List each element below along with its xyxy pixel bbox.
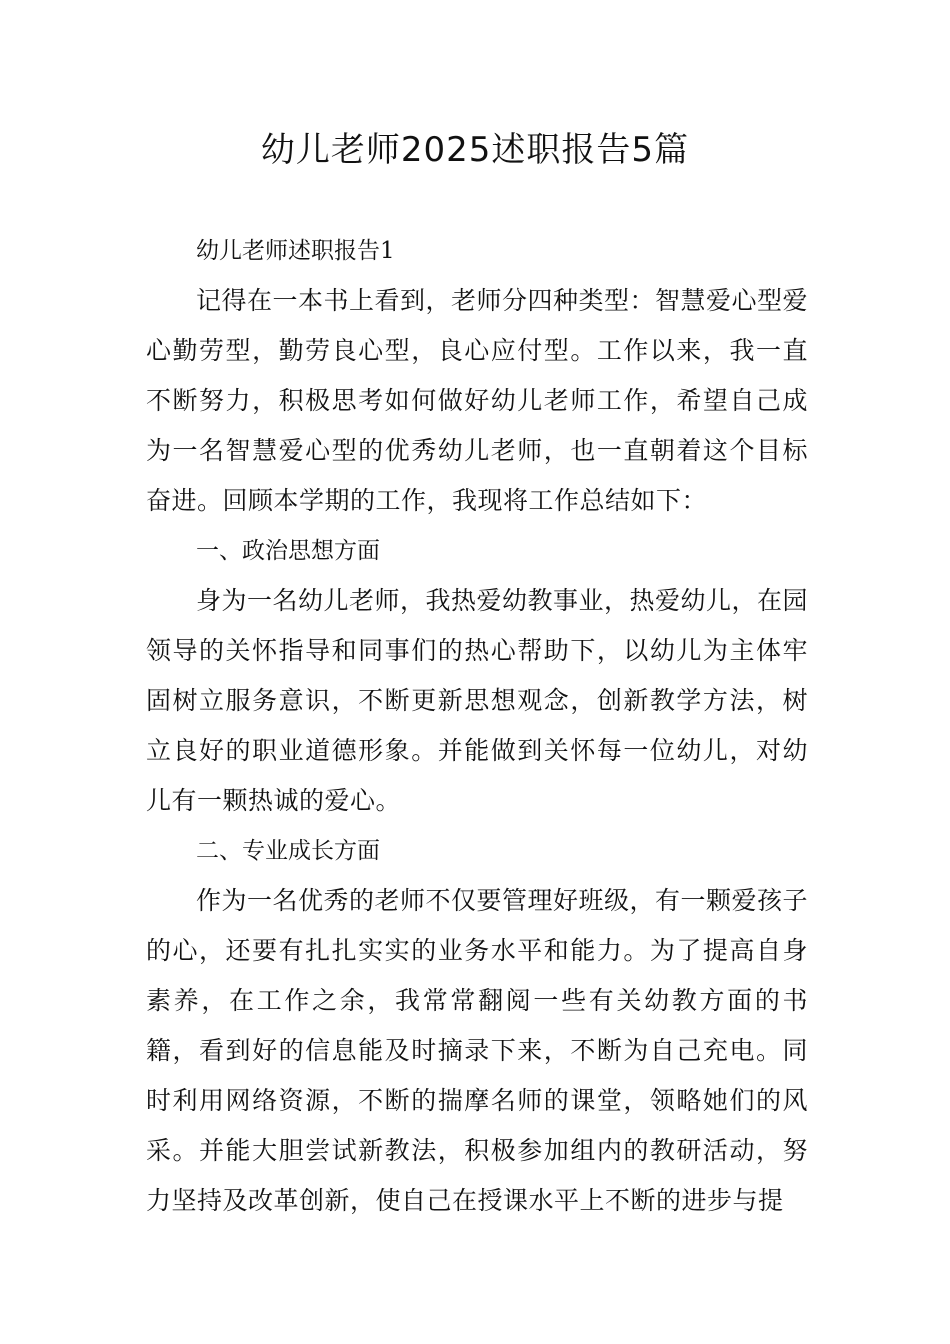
paragraph-professional-growth: 作为一名优秀的老师不仅要管理好班级，有一颗爱孩子的心，还要有扎扎实实的业务水平和能力。为了提高自身素养，在工作之余，我常常翻阅一些有关幼教方面的书籍，看到好的信息能及时摘录下来，不断为自己充电。同时利用网络资源，不断的揣摩名师的课堂，领略她们的风采。并能大胆尝试新教法，积极参加组内的教研活动，努力坚持及改革创新，使自己在授课水平上不断的进步与提 xyxy=(146,886,809,1215)
document-title: 幼儿老师2025述职报告5篇 xyxy=(260,130,690,170)
heading-professional-growth: 二、专业成长方面 xyxy=(196,838,380,864)
section-title: 幼儿老师述职报告1 xyxy=(196,238,395,264)
paragraph-intro: 记得在一本书上看到，老师分四种类型：智慧爱心型爱心勤劳型，勤劳良心型，良心应付型。工作以来，我一直不断努力，积极思考如何做好幼儿老师工作，希望自己成为一名智慧爱心型的优秀幼儿老师，也一直朝着这个目标奋进。回顾本学期的工作，我现将工作总结如下： xyxy=(146,286,809,515)
heading-political-thought: 一、政治思想方面 xyxy=(196,538,380,564)
document-body xyxy=(146,226,808,1226)
paragraph-political-thought: 身为一名幼儿老师，我热爱幼教事业，热爱幼儿，在园领导的关怀指导和同事们的热心帮助下，以幼儿为主体牢固树立服务意识，不断更新思想观念，创新教学方法，树立良好的职业道德形象。并能做到关怀每一位幼儿，对幼儿有一颗热诚的爱心。 xyxy=(146,586,809,815)
